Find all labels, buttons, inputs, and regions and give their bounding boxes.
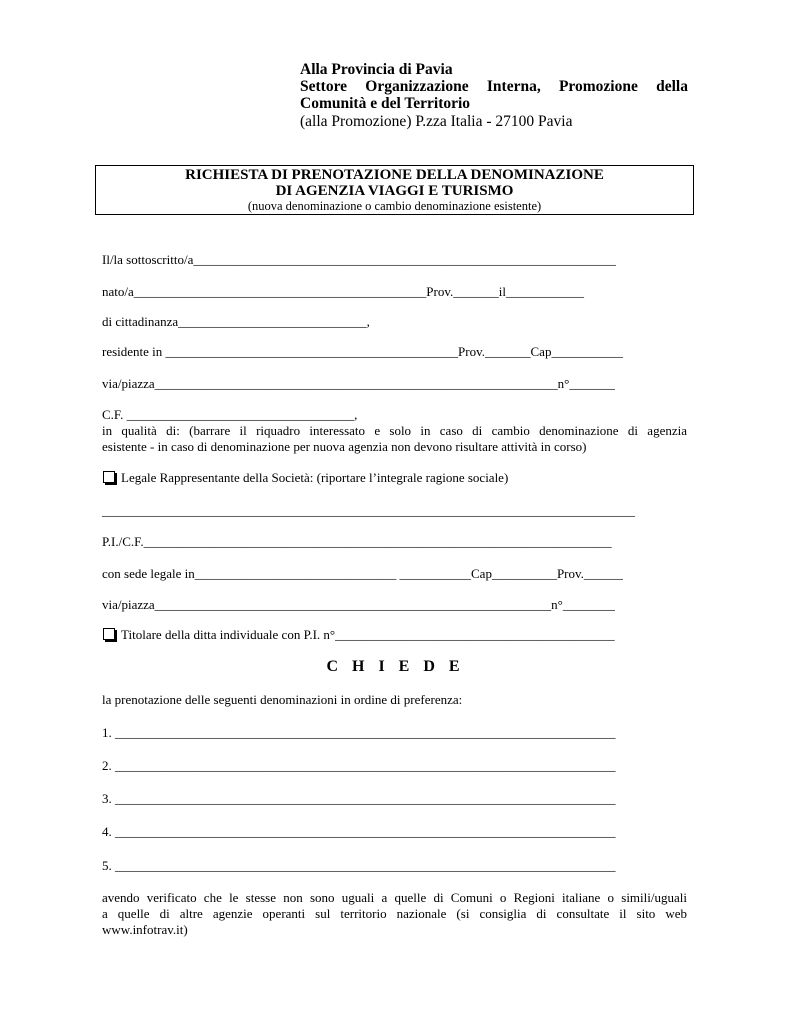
form-subtitle: (nuova denominazione o cambio denominazione esistente): [247, 199, 542, 213]
recipient-address: (alla Promozione) P.zza Italia - 27100 Pavia: [300, 113, 573, 130]
field-residente[interactable]: residente in _____________________________________________Prov._______Cap___________: [102, 344, 623, 359]
titolare-label: Titolare della ditta individuale con P.I. n°___________________________________________: [121, 627, 615, 642]
field-nato[interactable]: nato/a_____________________________________________Prov._______il____________: [102, 284, 584, 299]
form-title-line-1: RICHIESTA DI PRENOTAZIONE DELLA DENOMINAZIONE: [185, 167, 604, 183]
qualita-text-2: esistente - in caso di denominazione per nuova agenzia non devono risultare attività in corso): [102, 439, 587, 454]
chiede-heading: C H I E D E: [326, 658, 465, 675]
form-title-box: [95, 165, 694, 215]
field-sottoscritto[interactable]: Il/la sottoscritto/a_________________________________________________________________: [102, 252, 616, 267]
field-via-residenza[interactable]: via/piazza______________________________________________________________n°_______: [102, 376, 615, 391]
denominazione-1[interactable]: 1. _____________________________________________________________________________: [102, 725, 616, 740]
denominazione-2[interactable]: 2. _____________________________________________________________________________: [102, 758, 616, 773]
field-via-sede[interactable]: via/piazza_____________________________________________________________n°________: [102, 597, 615, 612]
qualita-text-1: in qualità di: (barrare il riquadro interessato e solo in caso di cambio denominazione di agenzia: [102, 423, 687, 438]
legale-label: Legale Rappresentante della Società: (riportare l’integrale ragione sociale): [121, 470, 509, 485]
denominazione-5[interactable]: 5. _____________________________________________________________________________: [102, 858, 616, 873]
option-legale-rappresentante[interactable]: [102, 470, 508, 486]
field-ragione-sociale[interactable]: __________________________________________________________________________________: [102, 503, 635, 518]
checkbox-titolare[interactable]: [103, 628, 115, 640]
closing-line-1: avendo verificato che le stesse non sono uguali a quelle di Comuni o Regioni italiane o simili/uguali: [102, 890, 687, 905]
field-pi-cf[interactable]: P.I./C.F.________________________________________________________________________: [102, 534, 612, 549]
denominazione-4[interactable]: 4. _____________________________________________________________________________: [102, 824, 616, 839]
form-title-line-2: DI AGENZIA VIAGGI E TURISMO: [275, 183, 514, 199]
denominazione-3[interactable]: 3. _____________________________________________________________________________: [102, 791, 616, 806]
recipient-line-1: Alla Provincia di Pavia: [300, 61, 453, 78]
field-codice-fiscale[interactable]: C.F. ___________________________________,: [102, 407, 358, 422]
option-titolare[interactable]: [102, 627, 615, 643]
closing-line-3: www.infotrav.it): [102, 922, 188, 937]
recipient-line-3: Comunità e del Territorio: [300, 95, 471, 112]
closing-line-2: a quelle di altre agenzie operanti sul territorio nazionale (si consiglia di consultate il sito web: [102, 906, 687, 921]
field-cittadinanza[interactable]: di cittadinanza_____________________________,: [102, 314, 370, 329]
recipient-line-2: Settore Organizzazione Interna, Promozione della: [300, 78, 688, 95]
field-sede-legale[interactable]: con sede legale in_______________________________ ___________Cap__________Prov.______: [102, 566, 623, 581]
checkbox-legale-rappresentante[interactable]: [103, 471, 115, 483]
intro-text: la prenotazione delle seguenti denominazioni in ordine di preferenza:: [102, 692, 463, 707]
